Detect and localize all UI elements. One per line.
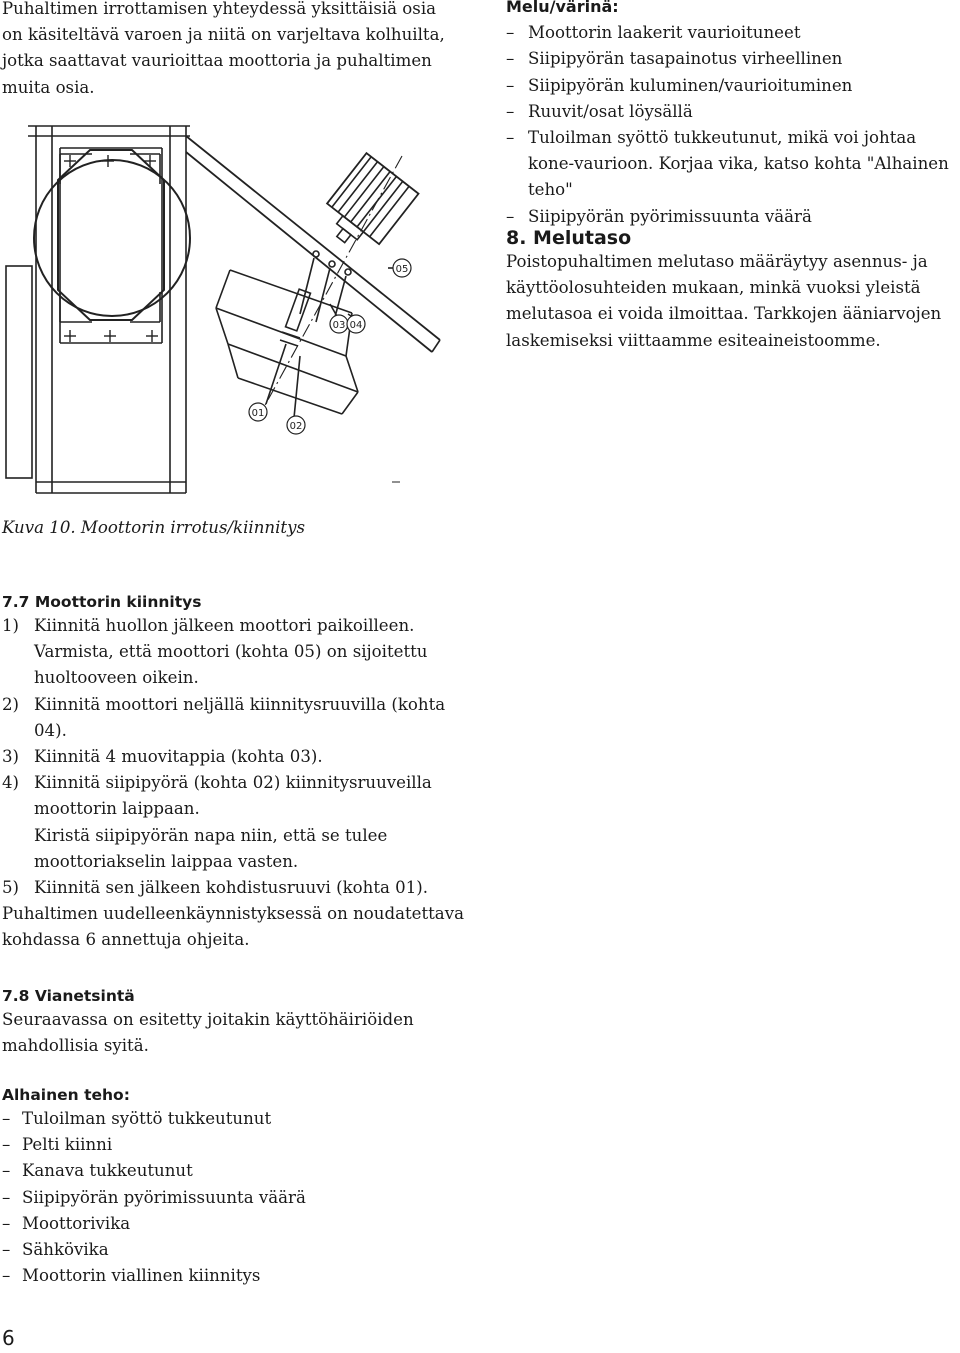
step-number: 4) [2,773,20,793]
step-number: 5) [2,878,20,898]
alhainen-teho-list [2,1106,472,1289]
step-number: 3) [2,747,20,767]
list-item: – Tuloilman syöttö tukkeutunut, mikä voi johtaa kone-vaurioon. Korjaa vika, katso kohta "Alhainen teho" [506,125,956,204]
list-item: – Moottorivika [2,1211,472,1237]
callout-03-label: 03 [332,320,346,331]
list-item: – Siipipyörän pyörimissuunta väärä [506,204,956,230]
list-item [2,823,472,875]
callout-04-label: 04 [349,320,363,331]
melu-list [506,20,956,230]
callout-04 [347,315,365,333]
callout-03 [330,315,348,333]
motor-mounting-drawing [0,108,470,498]
step-text: Kiinnitä sen jälkeen kohdistusruuvi (kohta 01). [34,878,429,898]
list-item [2,692,472,744]
section-8-heading: 8. Melutaso [506,227,632,249]
callout-02-label: 02 [289,421,303,432]
list-item [2,875,472,901]
callout-05-label: 05 [395,264,409,275]
section-7-7-closing: Puhaltimen uudelleenkäynnistyksessä on noudatettava kohdassa 6 annettuja ohjeita. [2,904,464,950]
alhainen-teho-section [2,1084,472,1289]
list-item: – Sähkövika [2,1237,472,1263]
list-item [2,613,472,692]
list-item: – Tuloilman syöttö tukkeutunut [2,1106,472,1132]
alhainen-teho-heading: Alhainen teho: [2,1086,130,1104]
section-7-8 [2,985,472,1059]
section-7-7 [2,591,472,954]
list-item [2,744,472,770]
section-7-8-heading: 7.8 Vianetsintä [2,987,135,1005]
step-text: Kiinnitä huollon jälkeen moottori paikoilleen. Varmista, että moottori (kohta 05) on sijoitettu huoltooveen oikein. [34,616,428,688]
melu-heading: Melu/värinä: [506,0,619,16]
list-item: – Siipipyörän pyörimissuunta väärä [2,1185,472,1211]
intro-paragraph: Puhaltimen irrottamisen yhteydessä yksittäisiä osia on käsiteltävä varoen ja niitä on varjeltava kolhuilta, jotka saattavat vaurioittaa moottoria ja puhaltimen muita osia. [2,0,445,97]
callout-05 [393,259,411,277]
mounting-steps-list [2,613,472,901]
list-item: – Pelti kiinni [2,1132,472,1158]
step-text: Kiristä siipipyörän napa niin, että se tulee moottoriakselin laippaa vasten. [34,825,388,871]
step-number: 2) [2,694,20,714]
callout-02 [287,416,305,434]
page-number: 6 [2,1326,15,1350]
callout-01-label: 01 [251,408,265,419]
list-item: – Siipipyörän tasapainotus virheellinen [506,46,956,72]
list-item: – Moottorin laakerit vaurioituneet [506,20,956,46]
list-item: – Moottorin viallinen kiinnitys [2,1263,472,1289]
callout-01 [249,403,267,421]
list-item: – Kanava tukkeutunut [2,1158,472,1184]
list-item [2,770,472,822]
step-text: Kiinnitä siipipyörä (kohta 02) kiinnitysruuveilla moottorin laippaan. [34,773,432,819]
list-item: – Ruuvit/osat löysällä [506,99,956,125]
step-text: Kiinnitä moottori neljällä kiinnitysruuvilla (kohta 04). [34,694,446,740]
section-8-body: Poistopuhaltimen melutaso määräytyy asennus- ja käyttöolosuhteiden mukaan, minkä vuoksi yleistä melutasoa ei voida ilmoittaa. Tarkkojen ääniarvojen laskemiseksi viittaamme esiteaineistoomme. [506,252,942,350]
list-item: – Siipipyörän kuluminen/vaurioituminen [506,73,956,99]
section-7-8-body: Seuraavassa on esitetty joitakin käyttöhäiriöiden mahdollisia syitä. [2,1010,414,1056]
step-text: Kiinnitä 4 muovitappia (kohta 03). [34,747,323,767]
step-number: 1) [2,616,20,635]
section-7-7-heading: 7.7 Moottorin kiinnitys [2,593,202,611]
figure-caption: Kuva 10. Moottorin irrotus/kiinnitys [2,518,305,537]
melu-section [506,0,956,230]
